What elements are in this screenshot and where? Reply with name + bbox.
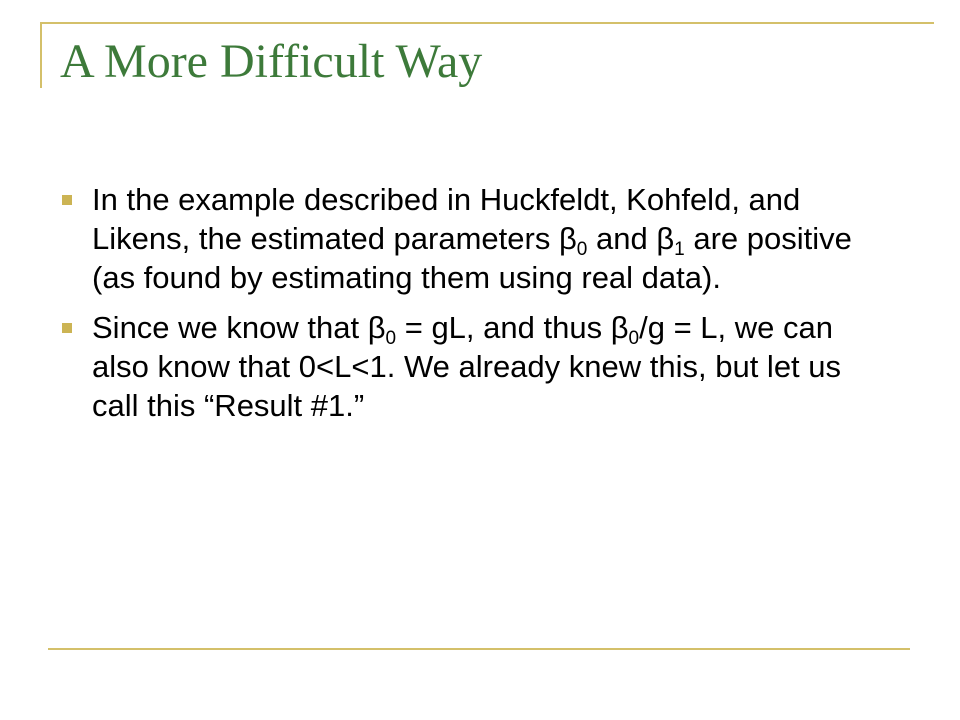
bullet-text [92,308,880,425]
text-run: In the example described in Huckfeldt, Kohfeld, and Likens, the estimated parameters β [92,182,801,256]
top-rule [40,22,934,24]
subscript: 0 [628,328,640,349]
slide-title: A More Difficult Way [60,35,483,88]
text-run: and β [587,221,675,256]
text-run: = gL, and thus β [396,310,629,345]
square-bullet-icon [62,323,72,333]
left-rule [40,22,42,88]
text-run: are positive (as found by estimating them using real data). [92,221,852,295]
text-run: /g = L, we can also know that 0<L<1. We already knew this, but let us call this “Result #1.” [92,310,842,423]
bullet-item [60,308,880,425]
bullet-text [92,180,880,297]
subscript: 0 [385,328,397,349]
text-run: Since we know that β [92,310,386,345]
bottom-rule [48,648,910,650]
subscript: 1 [674,239,685,260]
subscript: 0 [576,239,588,260]
bullet-item [60,180,880,297]
square-bullet-icon [62,195,72,205]
bullet-list [60,180,880,436]
